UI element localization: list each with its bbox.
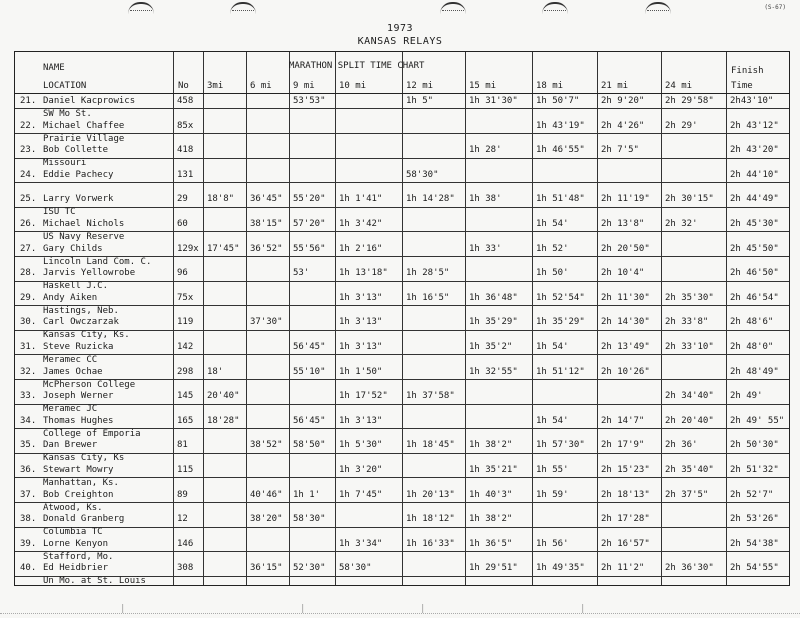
split-time-cell: 1h 16'33"	[406, 538, 455, 549]
split-time-cell: 2h 16'57"	[601, 538, 650, 549]
runner-name: Michael Nichols	[43, 219, 125, 229]
finish-time-cell: 2h 48'6"	[730, 317, 774, 328]
runner-place: 21.	[20, 96, 37, 106]
split-time-cell: 2h 34'40"	[665, 391, 714, 402]
runner-place: 36.	[20, 465, 37, 475]
page-code: (S-67)	[764, 4, 786, 11]
runner-place: 31.	[20, 342, 37, 352]
split-time-cell: 1h 1'50"	[339, 366, 383, 377]
runner-place: 37.	[20, 489, 37, 500]
runner-location: Meramec CC	[43, 355, 98, 365]
punch-hole-mark	[440, 2, 466, 14]
split-time-cell: 1h 37'58"	[406, 391, 455, 402]
page-bottom-edge	[0, 613, 800, 614]
runner-name: Carl Owczarzak	[43, 317, 119, 328]
runner-place: 25.	[20, 194, 37, 205]
split-time-cell: 2h 20'50"	[601, 243, 650, 254]
runner-name: Daniel Kacprowics	[43, 96, 136, 106]
runner-number: 165	[177, 415, 194, 426]
split-column-header: 15 mi	[469, 81, 497, 91]
split-time-cell: 2h 10'4"	[601, 268, 645, 279]
split-time-cell: 53'53"	[293, 96, 326, 106]
split-time-cell: 1h 55'	[536, 465, 569, 475]
split-time-cell: 1h 13'18"	[339, 268, 388, 279]
split-time-cell: 53'	[293, 268, 310, 279]
split-time-cell: 17'45"	[207, 243, 240, 254]
runner-number: 418	[177, 145, 194, 156]
runner-number: 115	[177, 465, 194, 475]
runner-name: Joseph Werner	[43, 391, 114, 402]
split-time-cell: 58'30"	[339, 563, 372, 574]
finish-time-cell: 2h 44'10"	[730, 169, 779, 180]
runner-name: Steve Ruzicka	[43, 342, 114, 352]
runner-location: College of Emporia	[43, 428, 141, 439]
split-time-cell: 1h 14'28"	[406, 194, 455, 205]
split-time-cell: 1h 5'30"	[339, 440, 383, 451]
finish-column-header: Finish	[731, 66, 764, 76]
split-time-cell: 1h 1'	[293, 489, 321, 500]
split-column-header: 18 mi	[536, 81, 564, 91]
split-time-cell: 55'56"	[293, 243, 326, 254]
punch-hole-mark	[645, 2, 671, 14]
runner-number: 129x	[177, 243, 199, 254]
split-time-cell: 1h 35'29"	[536, 317, 585, 328]
runner-location: Stafford, Mo.	[43, 551, 114, 562]
split-time-cell: 1h 5"	[406, 96, 434, 106]
split-time-cell: 2h 17'28"	[601, 514, 650, 525]
runner-number: 60	[177, 219, 188, 229]
finish-time-cell: 2h 46'54"	[730, 292, 779, 303]
split-time-cell: 2h 32'	[665, 219, 698, 229]
split-time-cell: 38'15"	[250, 219, 283, 229]
split-time-cell: 2h 29'	[665, 120, 698, 131]
split-time-cell: 20'40"	[207, 391, 240, 402]
split-time-cell: 1h 3'34"	[339, 538, 383, 549]
split-time-cell: 2h 11'19"	[601, 194, 650, 205]
runner-number: 146	[177, 538, 194, 549]
split-time-cell: 2h 36'	[665, 440, 698, 451]
split-time-cell: 58'30"	[293, 514, 326, 525]
runner-name: Ed Heidbrier	[43, 563, 109, 574]
split-time-cell: 56'45"	[293, 342, 326, 352]
finish-time-cell: 2h 43'20"	[730, 145, 779, 156]
split-time-cell: 2h 30'15"	[665, 194, 714, 205]
runner-place: 22.	[20, 120, 37, 131]
runner-location: ISU TC	[43, 207, 76, 218]
runner-location: Meramec JC	[43, 404, 98, 415]
split-time-cell: 1h 54'	[536, 342, 569, 352]
punch-hole-mark	[230, 2, 256, 14]
split-time-cell: 1h 3'13"	[339, 342, 383, 352]
finish-time-cell: 2h 44'49"	[730, 194, 779, 205]
split-time-cell: 1h 57'30"	[536, 440, 585, 451]
runner-name: Thomas Hughes	[43, 415, 114, 426]
name-column-header: NAME	[43, 63, 65, 73]
event-heading: KANSAS RELAYS	[357, 36, 443, 47]
split-time-cell: 1h 40'3"	[469, 489, 513, 500]
split-time-cell: 55'20"	[293, 194, 326, 205]
runner-place: 35.	[20, 440, 37, 451]
split-time-cell: 2h 15'23"	[601, 465, 650, 475]
runner-location: Missouri	[43, 158, 87, 169]
runner-name: Michael Chaffee	[43, 120, 125, 131]
split-time-cell: 1h 3'13"	[339, 292, 383, 303]
location-column-header: LOCATION	[43, 81, 87, 91]
punch-hole-mark	[128, 2, 154, 14]
finish-time-cell: 2h 53'26"	[730, 514, 779, 525]
runner-number: 81	[177, 440, 188, 451]
finish-time-cell: 2h 46'50"	[730, 268, 779, 279]
split-time-cell: 1h 3'13"	[339, 317, 383, 328]
split-time-cell: 2h 33'8"	[665, 317, 709, 328]
runner-number: 29	[177, 194, 188, 205]
split-time-cell: 1h 35'21"	[469, 465, 518, 475]
split-column-header: 21 mi	[601, 81, 629, 91]
split-time-cell: 1h 54'	[536, 415, 569, 426]
runner-name: Bob Collette	[43, 145, 109, 156]
runner-number: 12	[177, 514, 188, 525]
finish-time-cell: 2h 48'49"	[730, 366, 779, 377]
runner-place: 28.	[20, 268, 37, 279]
split-time-table	[14, 51, 790, 586]
runner-place: 39.	[20, 538, 37, 549]
split-time-cell: 1h 31'30"	[469, 96, 518, 106]
runner-location: Un Mo. at St. Louis	[43, 576, 146, 587]
split-time-cell: 2h 29'58"	[665, 96, 714, 106]
finish-time-cell: 2h 45'50"	[730, 243, 779, 254]
runner-name: Andy Aiken	[43, 292, 98, 303]
runner-name: Lorne Kenyon	[43, 538, 109, 549]
runner-place: 34.	[20, 415, 37, 426]
runner-number: 458	[177, 96, 194, 106]
split-time-cell: 36'52"	[250, 243, 283, 254]
runner-place: 26.	[20, 219, 37, 229]
split-time-cell: 2h 37'5"	[665, 489, 709, 500]
split-time-cell: 1h 43'19"	[536, 120, 585, 131]
split-time-cell: 1h 52'54"	[536, 292, 585, 303]
split-time-cell: 56'45"	[293, 415, 326, 426]
runner-place: 32.	[20, 366, 37, 377]
split-time-cell: 58'30"	[406, 169, 439, 180]
split-time-cell: 1h 35'2"	[469, 342, 513, 352]
runner-number: 308	[177, 563, 194, 574]
split-time-cell: 1h 18'12"	[406, 514, 455, 525]
runner-number: 85x	[177, 120, 194, 131]
split-time-cell: 2h 13'49"	[601, 342, 650, 352]
split-column-header: 9 mi	[293, 81, 315, 91]
split-time-cell: 1h 18'45"	[406, 440, 455, 451]
split-time-cell: 1h 3'13"	[339, 415, 383, 426]
split-time-cell: 1h 38'	[469, 194, 502, 205]
split-time-cell: 18'8"	[207, 194, 235, 205]
runner-place: 23.	[20, 145, 37, 156]
split-time-cell: 18'28"	[207, 415, 240, 426]
split-time-cell: 1h 36'5"	[469, 538, 513, 549]
split-column-header: 10 mi	[339, 81, 367, 91]
split-column-header: 6 mi	[250, 81, 272, 91]
split-column-header: 24 mi	[665, 81, 693, 91]
split-time-cell: 37'30"	[250, 317, 283, 328]
finish-time-cell: 2h 48'0"	[730, 342, 774, 352]
runner-number: 142	[177, 342, 194, 352]
split-time-cell: 2h 4'26"	[601, 120, 645, 131]
finish-time-cell: 2h 49' 55"	[730, 415, 785, 426]
split-time-cell: 1h 29'51"	[469, 563, 518, 574]
split-time-cell: 1h 36'48"	[469, 292, 518, 303]
runner-place: 38.	[20, 514, 37, 525]
runner-place: 27.	[20, 243, 37, 254]
split-time-cell: 1h 2'16"	[339, 243, 383, 254]
runner-name: Stewart Mowry	[43, 465, 114, 475]
split-time-cell: 2h 17'9"	[601, 440, 645, 451]
split-time-cell: 1h 35'29"	[469, 317, 518, 328]
runner-place: 33.	[20, 391, 37, 402]
split-time-cell: 38'52"	[250, 440, 283, 451]
split-time-cell: 2h 13'8"	[601, 219, 645, 229]
runner-location: Lincoln Land Com. C.	[43, 256, 152, 267]
split-time-cell: 1h 3'20"	[339, 465, 383, 475]
split-time-cell: 57'20"	[293, 219, 326, 229]
runner-name: Gary Childs	[43, 243, 103, 254]
split-time-cell: 1h 20'13"	[406, 489, 455, 500]
runner-name: Larry Vorwerk	[43, 194, 114, 205]
split-column-header: 3mi	[207, 81, 224, 91]
split-time-cell: 1h 28'	[469, 145, 502, 156]
split-time-cell: 2h 9'20"	[601, 96, 645, 106]
split-time-cell: 1h 52'	[536, 243, 569, 254]
runner-name: Bob Creighton	[43, 489, 114, 500]
runner-location: Manhattan, Ks.	[43, 478, 119, 488]
split-time-cell: 1h 46'55"	[536, 145, 585, 156]
finish-time-cell: 2h 43'12"	[730, 120, 779, 131]
split-time-cell: 1h 16'5"	[406, 292, 450, 303]
runner-name: Jarvis Yellowrobe	[43, 268, 136, 279]
year-heading: 1973	[386, 23, 414, 34]
split-time-cell: 36'15"	[250, 563, 283, 574]
runner-place: 24.	[20, 169, 37, 180]
split-time-cell: 2h 14'30"	[601, 317, 650, 328]
runner-number: 89	[177, 489, 188, 500]
split-time-cell: 2h 36'30"	[665, 563, 714, 574]
split-time-cell: 1h 54'	[536, 219, 569, 229]
finish-time-cell: 2h 51'32"	[730, 465, 779, 475]
split-time-cell: 2h 33'10"	[665, 342, 714, 352]
split-time-cell: 52'30"	[293, 563, 326, 574]
split-time-cell: 1h 38'2"	[469, 440, 513, 451]
runner-number: 145	[177, 391, 194, 402]
runner-location: US Navy Reserve	[43, 232, 125, 242]
runner-place: 29.	[20, 292, 37, 303]
split-time-cell: 2h 18'13"	[601, 489, 650, 500]
number-column-header: No	[178, 81, 189, 91]
split-time-cell: 2h 10'26"	[601, 366, 650, 377]
time-column-header: Time	[731, 81, 753, 91]
split-time-cell: 1h 32'55"	[469, 366, 518, 377]
split-time-cell: 1h 38'2"	[469, 514, 513, 525]
finish-time-cell: 2h 49'	[730, 391, 763, 402]
split-time-cell: 1h 56'	[536, 538, 569, 549]
finish-time-cell: 2h 52'7"	[730, 489, 774, 500]
runner-name: Eddie Pachecy	[43, 169, 114, 180]
split-time-cell: 2h 14'7"	[601, 415, 645, 426]
runner-number: 96	[177, 268, 188, 279]
runner-number: 119	[177, 317, 194, 328]
split-time-cell: 40'46"	[250, 489, 283, 500]
runner-location: SW Mo St.	[43, 109, 92, 119]
runner-number: 131	[177, 169, 194, 180]
finish-time-cell: 2h 54'38"	[730, 538, 779, 549]
runner-location: Prairie Village	[43, 133, 125, 144]
chart-title: MARATHON SPLIT TIME CHART	[289, 61, 425, 71]
runner-location: Kansas City, Ks.	[43, 330, 130, 341]
split-time-cell: 1h 1'41"	[339, 194, 383, 205]
split-time-cell: 1h 7'45"	[339, 489, 383, 500]
runner-place: 40.	[20, 563, 37, 574]
split-time-cell: 1h 28'5"	[406, 268, 450, 279]
split-time-cell: 1h 50'	[536, 268, 569, 279]
split-time-cell: 2h 35'30"	[665, 292, 714, 303]
split-time-cell: 2h 20'40"	[665, 415, 714, 426]
split-time-cell: 1h 33'	[469, 243, 502, 254]
runner-place: 30.	[20, 317, 37, 328]
split-time-cell: 18'	[207, 366, 224, 377]
punch-hole-mark	[542, 2, 568, 14]
split-time-cell: 1h 50'7"	[536, 96, 580, 106]
split-time-cell: 2h 35'40"	[665, 465, 714, 475]
split-time-cell: 38'20"	[250, 514, 283, 525]
split-time-cell: 55'10"	[293, 366, 326, 377]
runner-location: Atwood, Ks.	[43, 502, 103, 513]
runner-location: Hastings, Neb.	[43, 305, 119, 316]
split-time-cell: 1h 17'52"	[339, 391, 388, 402]
finish-time-cell: 2h 45'30"	[730, 219, 779, 229]
split-column-header: 12 mi	[406, 81, 434, 91]
finish-time-cell: 2h 54'55"	[730, 563, 779, 574]
split-time-cell: 2h 11'30"	[601, 292, 650, 303]
split-time-cell: 2h 7'5"	[601, 145, 639, 156]
runner-number: 298	[177, 366, 194, 377]
split-time-cell: 1h 3'42"	[339, 219, 383, 229]
split-time-cell: 1h 51'48"	[536, 194, 585, 205]
finish-time-cell: 2h 50'30"	[730, 440, 779, 451]
split-time-cell: 1h 51'12"	[536, 366, 585, 377]
runner-name: Donald Granberg	[43, 514, 125, 525]
split-time-cell: 58'50"	[293, 440, 326, 451]
split-time-cell: 2h 11'2"	[601, 563, 645, 574]
split-time-cell: 1h 59'	[536, 489, 569, 500]
split-time-cell: 36'45"	[250, 194, 283, 205]
runner-location: McPherson College	[43, 379, 136, 390]
runner-location: Haskell J.C.	[43, 281, 109, 292]
runner-location: Kansas City, Ks	[43, 453, 125, 464]
runner-number: 75x	[177, 292, 194, 303]
runner-name: Dan Brewer	[43, 440, 98, 451]
runner-location: Columbia TC	[43, 527, 103, 538]
runner-name: James Ochae	[43, 366, 103, 377]
split-time-cell: 1h 49'35"	[536, 563, 585, 574]
finish-time-cell: 2h43'10"	[730, 96, 774, 106]
